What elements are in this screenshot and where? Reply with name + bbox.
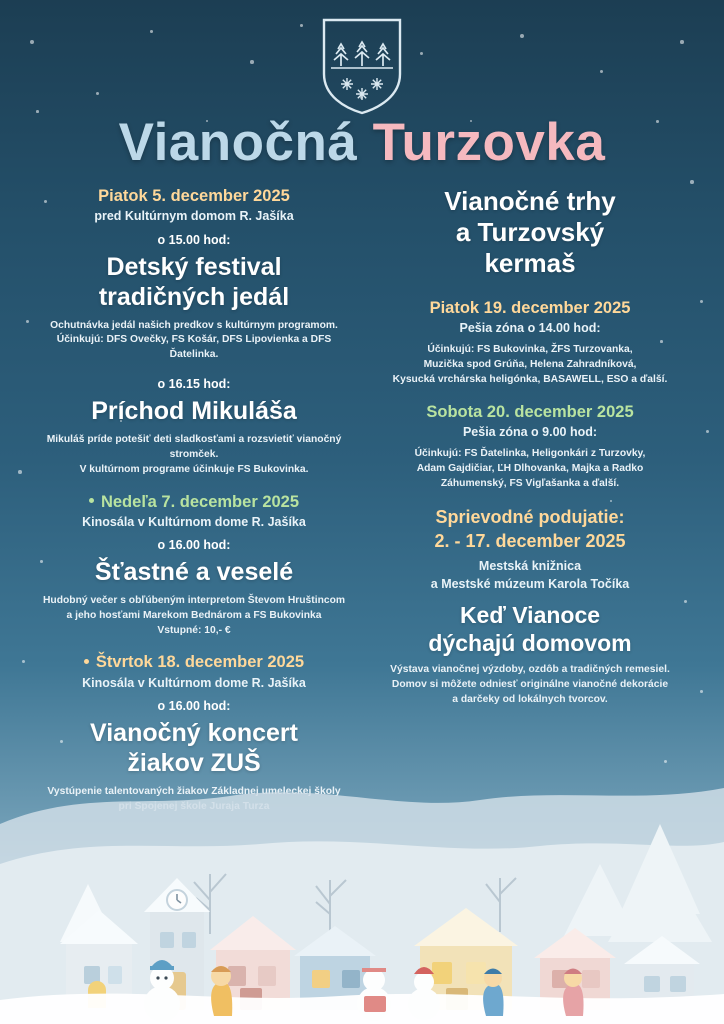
event-description-line: Mikuláš príde potešiť deti sladkosťami a rozsvietiť vianočný stromček. <box>46 433 342 460</box>
event-name-line: Šťastné a veselé <box>94 558 294 587</box>
event-date: Štvrtok 18. december 2025 <box>34 652 354 673</box>
section-heading-line: Vianočné trhy <box>444 186 616 216</box>
town-crest-icon <box>319 16 405 116</box>
section-heading-line: a Turzovský <box>455 217 605 248</box>
event-description-line: a jeho hosťami Marekom Bednárom a FS Bukovinka <box>66 609 322 621</box>
event-time-line: o 15.00 hod: <box>157 232 231 247</box>
event-name-line: Príchod Mikuláša <box>91 397 297 426</box>
event-name <box>34 252 354 313</box>
event-place-line: pred Kultúrnym domom R. Jašíka <box>94 209 294 224</box>
market-description-line: Muzička spod Grúňa, Helena Zahradníková, <box>423 359 637 371</box>
accompanying-label-line: Sprievodné podujatie: <box>435 507 625 528</box>
accompanying-description <box>370 663 690 708</box>
page-title <box>0 112 724 173</box>
accompanying-description-line: a darčeky od lokálnych tvorcov. <box>452 694 608 706</box>
star-icon <box>600 70 603 73</box>
event-name-line: Vianočný koncert <box>90 718 298 747</box>
event-block <box>34 186 354 363</box>
star-icon <box>96 92 99 95</box>
event-name <box>34 396 354 427</box>
title-word-vianocna: Vianočná <box>118 113 358 172</box>
event-description <box>34 594 354 639</box>
star-icon <box>250 60 254 64</box>
event-description-line: Vstupné: 10,- € <box>157 624 231 636</box>
section-heading-line: kermaš <box>484 248 576 279</box>
market-block <box>370 298 690 388</box>
market-date: Piatok 19. december 2025 <box>429 298 631 317</box>
star-icon <box>150 30 153 33</box>
event-name-line: tradičných jedál <box>98 283 290 312</box>
event-time <box>34 233 354 247</box>
event-place-line: Kinosála v Kultúrnom dome R. Jašíka <box>82 515 306 530</box>
market-description <box>370 447 690 492</box>
market-description-line: Adam Gajdičiar, ĽH Dlhovanka, Majka a Radko <box>416 463 644 475</box>
section-heading <box>370 186 690 280</box>
market-place <box>370 319 690 337</box>
market-date: Sobota 20. december 2025 <box>426 402 634 421</box>
event-description-line: Vystúpenie talentovaných žiakov Základnej umeleckej školy <box>47 785 341 797</box>
event-description-line: Hudobný večer s obľúbeným interpretom Števom Hruštincom <box>42 594 346 606</box>
event-description-line: Ochutnávka jedál našich predkov s kultúrnym programom. <box>50 319 338 331</box>
event-block <box>34 377 354 477</box>
accompanying-event-line: dýchajú domovom <box>428 630 632 657</box>
event-description <box>34 319 354 364</box>
event-name <box>34 557 354 588</box>
event-description <box>34 433 354 478</box>
market-block <box>370 402 690 492</box>
star-icon <box>30 40 34 44</box>
market-description-line: Kysucká vrchárska heligónka, BASAWELL, ESO a ďalší. <box>392 373 668 385</box>
event-block <box>34 492 354 639</box>
event-place <box>34 207 354 225</box>
winter-village-illustration <box>0 704 724 1024</box>
accompanying-place <box>370 557 690 593</box>
accompanying-event <box>370 601 690 657</box>
accompanying-description-line: Výstava vianočnej výzdoby, ozdôb a tradičných remesiel. <box>390 664 670 676</box>
accompanying-block <box>370 506 690 708</box>
market-place-line: Pešia zóna o 14.00 hod: <box>459 321 601 335</box>
accompanying-event-line: Keď Vianoce <box>459 602 601 629</box>
bullet-dot-icon <box>84 659 89 664</box>
bullet-dot-icon <box>89 498 94 503</box>
market-place-line: Pešia zóna o 9.00 hod: <box>462 425 598 440</box>
accompanying-date <box>370 530 690 553</box>
event-place <box>34 674 354 692</box>
event-time-line: o 16.15 hod: <box>157 377 231 392</box>
star-icon <box>680 40 684 44</box>
star-icon <box>420 52 423 55</box>
market-description <box>370 343 690 388</box>
event-description-line: V kultúrnom programe účinkuje FS Bukovinka. <box>79 463 309 475</box>
event-place <box>34 513 354 531</box>
event-description-line: Účinkujú: DFS Ovečky, FS Košár, DFS Lipovienka a DFS Ďatelinka. <box>56 334 332 361</box>
star-icon <box>690 180 694 184</box>
event-place-line: Kinosála v Kultúrnom dome R. Jašíka <box>82 675 306 690</box>
event-time <box>34 538 354 552</box>
title-word-turzovka: Turzovka <box>372 113 606 172</box>
market-description-line: Záhumenský, FS Vigľašanka a ďalší. <box>440 478 620 490</box>
star-icon <box>520 34 524 38</box>
event-time-line: o 16.00 hod: <box>157 538 231 553</box>
accompanying-label <box>370 506 690 529</box>
event-name-line: žiakov ZUŠ <box>127 749 261 778</box>
market-description-line: Účinkujú: FS Bukovinka, ŽFS Turzovanka, <box>427 344 633 356</box>
accompanying-description-line: Domov si môžete odniesť originálne vianočné dekorácie <box>391 679 669 691</box>
accompanying-place-line: Mestská knižnica <box>478 559 582 573</box>
accompanying-date-line: 2. - 17. december 2025 <box>434 530 626 551</box>
event-date: Piatok 5. december 2025 <box>98 187 290 205</box>
accompanying-place-line: a Mestské múzeum Karola Točíka <box>430 577 630 592</box>
market-place <box>370 423 690 441</box>
star-icon <box>300 24 303 27</box>
event-date: Nedeľa 7. december 2025 <box>34 492 354 513</box>
event-name-line: Detský festival <box>106 252 282 281</box>
event-time <box>34 377 354 391</box>
event-time-line: o 16.00 hod: <box>157 698 231 713</box>
market-description-line: Účinkujú: FS Ďatelinka, Heligonkári z Turzovky, <box>414 448 646 460</box>
